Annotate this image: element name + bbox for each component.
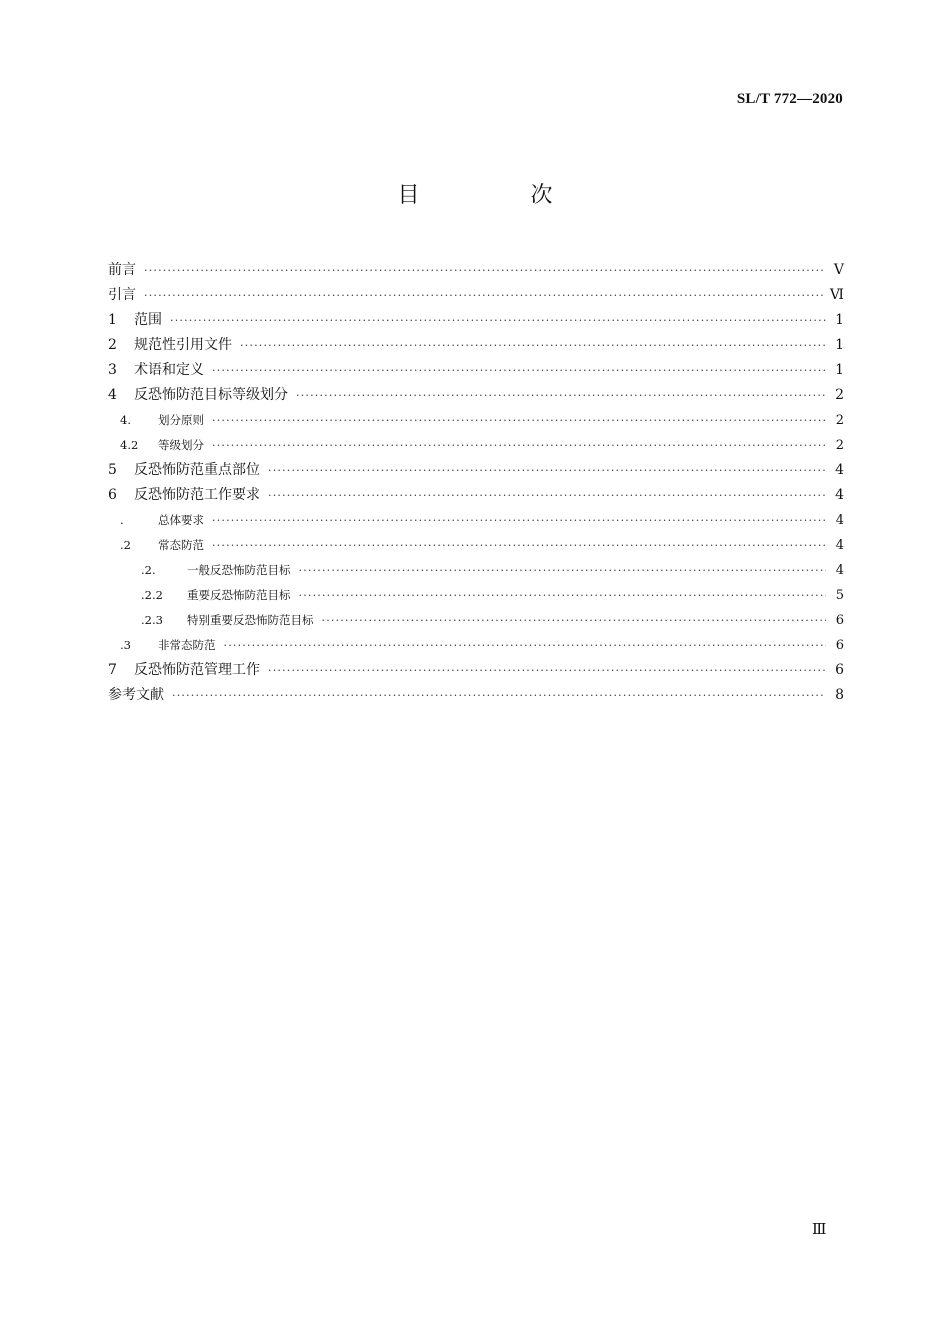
toc-entry-title: 引言 <box>108 287 136 303</box>
toc-entry-title: 术语和定义 <box>134 362 204 378</box>
toc-entry-page: 6 <box>835 662 844 678</box>
toc-entry-number: .2. <box>141 563 156 577</box>
toc-entry[interactable] <box>108 283 844 308</box>
toc-entry-number: 6 <box>108 487 117 503</box>
toc-entry-number: .2.2 <box>141 588 163 602</box>
toc-entry-page: 5 <box>835 588 844 603</box>
toc-entry-title: 特别重要反恐怖防范目标 <box>187 613 314 627</box>
toc-entry[interactable] <box>108 608 844 633</box>
toc-entry[interactable] <box>108 308 844 333</box>
toc-entry-number: . <box>120 513 124 527</box>
toc-entry-number: 7 <box>108 662 117 678</box>
toc-entry-page: 4 <box>835 513 844 528</box>
toc-entry-page: 8 <box>835 687 844 703</box>
toc-dot-leader <box>322 608 827 633</box>
toc-dot-leader <box>212 433 826 458</box>
toc-entry-title: 规范性引用文件 <box>134 337 232 353</box>
toc-entry-title: 反恐怖防范重点部位 <box>134 462 260 478</box>
toc-entry-number: .3 <box>120 638 131 652</box>
toc-entry-number: 1 <box>108 312 117 328</box>
toc-entry-title: 参考文献 <box>108 687 164 703</box>
toc-entry-title: 重要反恐怖防范目标 <box>187 588 291 602</box>
toc-dot-leader <box>240 333 826 358</box>
toc-entry[interactable] <box>108 508 844 533</box>
toc-entry[interactable] <box>108 333 844 358</box>
toc-entry-title: 非常态防范 <box>158 638 216 652</box>
toc-dot-leader <box>212 533 826 558</box>
toc-entry[interactable] <box>108 583 844 608</box>
standard-code: SL/T 772—2020 <box>736 91 843 107</box>
toc-entry-page: 2 <box>835 413 844 428</box>
toc-entry-page: 4 <box>835 563 844 578</box>
toc-dot-leader <box>212 408 826 433</box>
toc-entry-page: 6 <box>835 613 844 628</box>
toc-dot-leader <box>224 633 827 658</box>
toc-entry-title: 前言 <box>108 262 136 278</box>
toc-entry-title: 划分原则 <box>158 413 204 427</box>
toc-dot-leader <box>144 258 826 283</box>
toc-entry-page: 4 <box>835 538 844 553</box>
toc-entry-number: 5 <box>108 462 117 478</box>
toc-dot-leader <box>268 458 826 483</box>
toc-entry-title: 总体要求 <box>158 513 204 527</box>
toc-entry-title: 范围 <box>134 312 162 328</box>
toc-entry-title: 一般反恐怖防范目标 <box>187 563 291 577</box>
toc-entry[interactable] <box>108 558 844 583</box>
toc-dot-leader <box>268 483 826 508</box>
toc-entry-number: 4.2 <box>120 438 139 452</box>
toc-entry-page: 1 <box>835 312 844 328</box>
toc-entry-title: 反恐怖防范管理工作 <box>134 662 260 678</box>
toc-entry-title: 反恐怖防范目标等级划分 <box>134 387 288 403</box>
toc-entry-title: 反恐怖防范工作要求 <box>134 487 260 503</box>
toc-entry-number: 4 <box>108 387 117 403</box>
toc-entry-page: 4 <box>835 487 844 503</box>
page-folio: Ⅲ <box>812 1220 827 1238</box>
toc-entry-page: 6 <box>835 638 844 653</box>
toc-entry[interactable] <box>108 383 844 408</box>
toc-dot-leader <box>172 683 826 708</box>
table-of-contents <box>108 258 844 708</box>
toc-entry-number: 2 <box>108 337 117 353</box>
toc-dot-leader <box>212 358 826 383</box>
toc-entry-page: 1 <box>835 362 844 378</box>
toc-entry-number: .2 <box>120 538 131 552</box>
toc-dot-leader <box>299 583 827 608</box>
toc-entry[interactable] <box>108 658 844 683</box>
toc-dot-leader <box>268 658 826 683</box>
toc-entry-title: 常态防范 <box>158 538 204 552</box>
toc-dot-leader <box>299 558 827 583</box>
toc-entry[interactable] <box>108 633 844 658</box>
toc-dot-leader <box>296 383 826 408</box>
toc-entry-page: 2 <box>835 387 844 403</box>
toc-entry[interactable] <box>108 683 844 708</box>
toc-entry[interactable] <box>108 433 844 458</box>
toc-entry[interactable] <box>108 533 844 558</box>
toc-entry[interactable] <box>108 458 844 483</box>
toc-entry-page: 4 <box>835 462 844 478</box>
toc-dot-leader <box>144 283 824 308</box>
toc-entry-page: Ⅵ <box>829 287 844 303</box>
toc-entry-page: Ⅴ <box>833 262 844 278</box>
toc-entry-number: 4. <box>120 413 131 427</box>
toc-entry-page: 2 <box>835 438 844 453</box>
toc-entry-title: 等级划分 <box>158 438 204 452</box>
toc-dot-leader <box>170 308 826 333</box>
toc-entry[interactable] <box>108 408 844 433</box>
toc-entry-page: 1 <box>835 337 844 353</box>
toc-entry-number: 3 <box>108 362 117 378</box>
toc-entry[interactable] <box>108 258 844 283</box>
toc-dot-leader <box>212 508 826 533</box>
page-title: 目 次 <box>397 183 605 208</box>
toc-entry[interactable] <box>108 483 844 508</box>
toc-entry[interactable] <box>108 358 844 383</box>
toc-entry-number: .2.3 <box>141 613 163 627</box>
